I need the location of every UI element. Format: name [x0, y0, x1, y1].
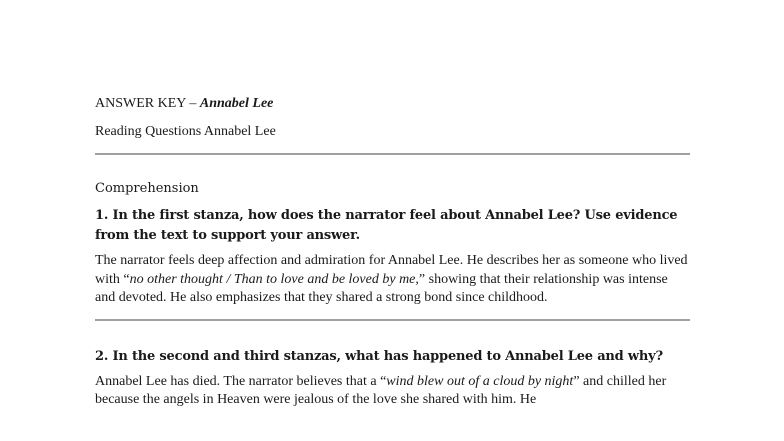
document-subtitle: Reading Questions Annabel Lee [95, 124, 276, 139]
answer-2 [95, 373, 690, 410]
question-2: 2. In the second and third stanzas, what has happened to Annabel Lee and why? [95, 348, 663, 364]
answer-key-label: ANSWER KEY – [95, 96, 197, 111]
document-title [95, 95, 690, 113]
answer-1-quote: no other thought / Than to love and be loved by me [129, 271, 416, 287]
answer-2-text-cont: ” and chilled her because the angels in Heaven were jealous of the love she shared with him. He [95, 373, 667, 407]
answer-2-quote: wind blew out of a cloud by night [386, 373, 574, 389]
divider [95, 319, 690, 321]
poem-title: Annabel Lee [199, 96, 274, 111]
answer-2-text: Annabel Lee has died. The narrator believes that a “ [95, 373, 387, 389]
question-1: 1. In the first stanza, how does the narrator feel about Annabel Lee? Use evidence from the text to support your answer. [95, 208, 678, 243]
section-heading: Comprehension [95, 181, 199, 196]
answer-1-text-cont: ,” showing that their relationship was intense and devoted. He also emphasizes that they shared a strong bond since childhood. [95, 271, 668, 305]
answer-1 [95, 252, 690, 308]
answer-1-text: The narrator feels deep affection and admiration for Annabel Lee. He describes her as someone who lived with “ [95, 253, 688, 287]
document-content [95, 95, 690, 410]
divider [95, 153, 690, 155]
